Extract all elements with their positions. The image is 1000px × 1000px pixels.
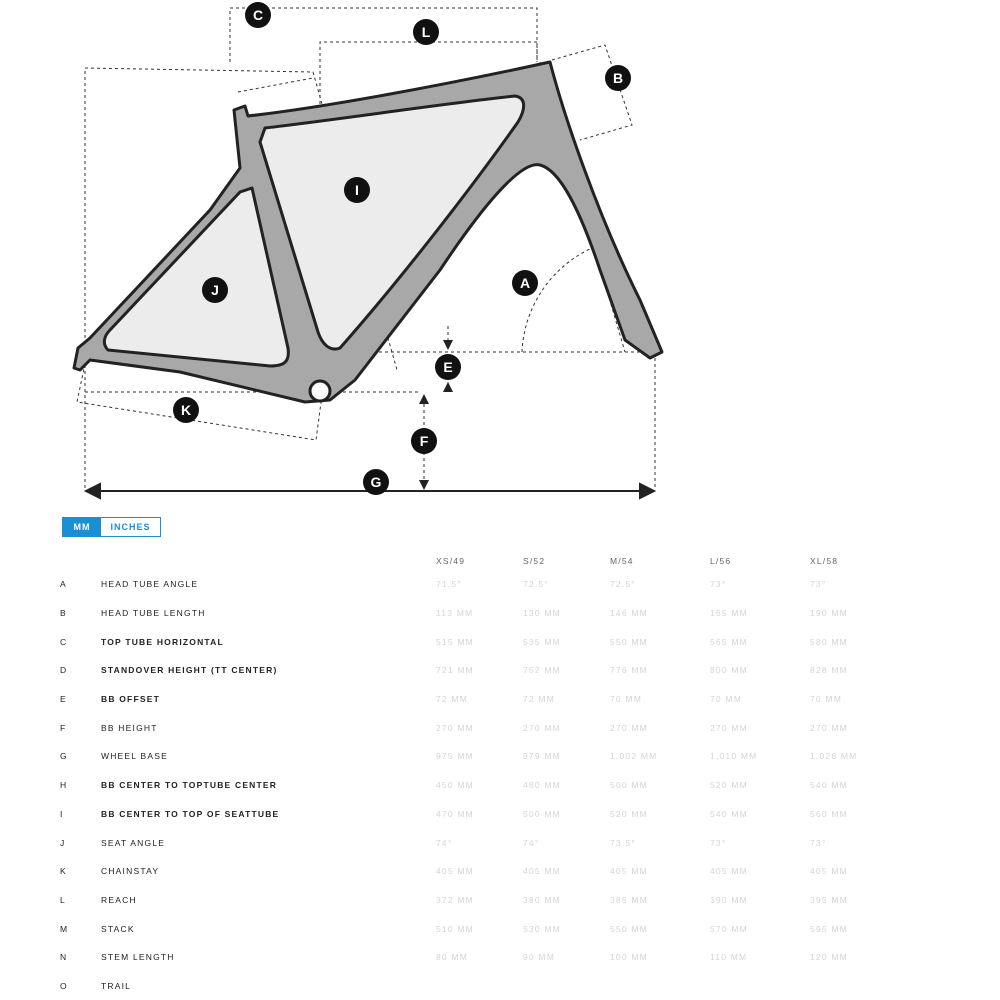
marker-f xyxy=(411,428,437,454)
row-value: 270 MM xyxy=(436,722,474,733)
marker-c xyxy=(245,2,271,28)
row-key: M xyxy=(60,923,69,934)
row-value: 190 MM xyxy=(810,608,848,619)
row-key: H xyxy=(60,780,68,791)
row-value: 405 MM xyxy=(436,866,474,877)
row-value: 800 MM xyxy=(710,665,748,676)
row-value xyxy=(610,972,710,1000)
row-value: 828 MM xyxy=(810,665,848,676)
row-value: 130 MM xyxy=(523,608,561,619)
row-value: 580 MM xyxy=(810,636,848,647)
row-key: L xyxy=(60,894,66,905)
row-label: WHEEL BASE xyxy=(101,751,168,762)
row-label: STEM LENGTH xyxy=(101,952,175,963)
row-key: F xyxy=(60,722,67,733)
svg-text:L: L xyxy=(421,24,431,40)
row-value: 72.5° xyxy=(610,579,636,590)
row-value: 395 MM xyxy=(810,894,848,905)
row-value: 72 MM xyxy=(523,694,555,705)
row-value: 270 MM xyxy=(610,722,648,733)
row-value: 1,026 MM xyxy=(810,751,858,762)
header-key xyxy=(60,552,101,570)
row-value: 71.5° xyxy=(436,579,462,590)
row-value: 380 MM xyxy=(523,894,561,905)
row-key: K xyxy=(60,866,67,877)
geometry-header-row xyxy=(60,552,897,570)
row-label: TRAIL xyxy=(101,980,132,991)
row-key: G xyxy=(60,751,68,762)
row-value: 73° xyxy=(810,579,827,590)
row-value: 550 MM xyxy=(610,636,648,647)
row-value: 270 MM xyxy=(523,722,561,733)
row-value: 113 MM xyxy=(436,608,474,619)
header-size-l: L/56 xyxy=(710,556,732,566)
row-value: 74° xyxy=(523,837,540,848)
row-label: HEAD TUBE ANGLE xyxy=(101,579,199,590)
header-size-m: M/54 xyxy=(610,556,634,566)
unit-toggle xyxy=(62,517,161,537)
row-value: 1,010 MM xyxy=(710,751,758,762)
header-size-xl: XL/58 xyxy=(810,556,839,566)
row-value: 405 MM xyxy=(523,866,561,877)
table-row xyxy=(60,800,897,829)
table-row xyxy=(60,886,897,915)
row-key: N xyxy=(60,952,68,963)
row-value: 73° xyxy=(710,837,727,848)
row-value xyxy=(436,972,523,1000)
row-value: 405 MM xyxy=(610,866,648,877)
svg-text:G: G xyxy=(370,474,382,490)
row-value: 390 MM xyxy=(710,894,748,905)
svg-text:K: K xyxy=(180,402,192,418)
row-value: 270 MM xyxy=(810,722,848,733)
marker-l xyxy=(413,19,439,45)
row-label: STACK xyxy=(101,923,135,934)
row-label: TOP TUBE HORIZONTAL xyxy=(101,636,224,647)
row-value: 500 MM xyxy=(523,808,561,819)
table-row xyxy=(60,599,897,628)
row-value: 470 MM xyxy=(436,808,474,819)
row-value: 1,002 MM xyxy=(610,751,658,762)
header-size-xs: XS/49 xyxy=(436,556,466,566)
row-value: 73.5° xyxy=(610,837,636,848)
marker-i xyxy=(344,177,370,203)
row-label: BB OFFSET xyxy=(101,694,160,705)
row-value: 565 MM xyxy=(710,636,748,647)
row-value: 70 MM xyxy=(810,694,842,705)
row-value: 480 MM xyxy=(523,780,561,791)
table-row xyxy=(60,828,897,857)
header-size-s: S/52 xyxy=(523,556,546,566)
row-label: BB CENTER TO TOPTUBE CENTER xyxy=(101,780,278,791)
row-key: J xyxy=(60,837,66,848)
row-value: 550 MM xyxy=(610,923,648,934)
row-value: 975 MM xyxy=(436,751,474,762)
row-label: SEAT ANGLE xyxy=(101,837,166,848)
marker-j xyxy=(202,277,228,303)
row-value: 595 MM xyxy=(810,923,848,934)
row-value: 165 MM xyxy=(710,608,748,619)
unit-mm-button[interactable]: MM xyxy=(63,518,101,536)
row-value xyxy=(523,972,610,1000)
row-value: 73° xyxy=(710,579,727,590)
table-row xyxy=(60,771,897,800)
row-label: HEAD TUBE LENGTH xyxy=(101,608,206,619)
unit-inches-button[interactable]: INCHES xyxy=(101,518,160,536)
row-value: 73° xyxy=(810,837,827,848)
row-value: 560 MM xyxy=(810,808,848,819)
table-row xyxy=(60,570,897,599)
svg-text:I: I xyxy=(355,182,359,198)
row-value: 510 MM xyxy=(436,923,474,934)
row-value: 120 MM xyxy=(810,952,848,963)
row-label: CHAINSTAY xyxy=(101,866,160,877)
row-value: 752 MM xyxy=(523,665,561,676)
table-row xyxy=(60,857,897,886)
row-value: 70 MM xyxy=(610,694,642,705)
row-value: 979 MM xyxy=(523,751,561,762)
row-value: 385 MM xyxy=(610,894,648,905)
marker-e xyxy=(435,354,461,380)
marker-k xyxy=(173,397,199,423)
table-row xyxy=(60,627,897,656)
table-row xyxy=(60,943,897,972)
row-value: 270 MM xyxy=(710,722,748,733)
row-key: O xyxy=(60,980,68,991)
row-value: 110 MM xyxy=(710,952,748,963)
row-value: 500 MM xyxy=(610,780,648,791)
row-value: 520 MM xyxy=(610,808,648,819)
row-value: 72.5° xyxy=(523,579,549,590)
geometry-table xyxy=(60,552,897,1000)
row-value xyxy=(710,972,810,1000)
svg-text:A: A xyxy=(519,275,531,291)
row-value xyxy=(810,972,897,1000)
svg-text:J: J xyxy=(211,282,219,298)
row-value: 520 MM xyxy=(710,780,748,791)
row-key: E xyxy=(60,694,67,705)
row-value: 515 MM xyxy=(436,636,474,647)
row-label: STANDOVER HEIGHT (TT CENTER) xyxy=(101,665,278,676)
row-value: 540 MM xyxy=(810,780,848,791)
marker-a xyxy=(512,270,538,296)
svg-text:E: E xyxy=(443,359,453,375)
row-value: 405 MM xyxy=(710,866,748,877)
row-value: 372 MM xyxy=(436,894,474,905)
row-value: 776 MM xyxy=(610,665,648,676)
table-row xyxy=(60,713,897,742)
row-value: 100 MM xyxy=(610,952,648,963)
row-key: B xyxy=(60,608,67,619)
row-value: 74° xyxy=(436,837,453,848)
row-label: REACH xyxy=(101,894,137,905)
table-row xyxy=(60,972,897,1000)
table-row xyxy=(60,685,897,714)
row-value: 80 MM xyxy=(436,952,468,963)
row-key: D xyxy=(60,665,68,676)
table-row xyxy=(60,656,897,685)
row-value: 405 MM xyxy=(810,866,848,877)
row-value: 70 MM xyxy=(710,694,742,705)
table-row xyxy=(60,742,897,771)
row-value: 530 MM xyxy=(523,923,561,934)
row-value: 450 MM xyxy=(436,780,474,791)
row-value: 72 MM xyxy=(436,694,468,705)
svg-text:C: C xyxy=(252,7,264,23)
row-key: A xyxy=(60,579,67,590)
row-label: BB CENTER TO TOP OF SEATTUBE xyxy=(101,808,280,819)
row-value: 540 MM xyxy=(710,808,748,819)
row-value: 721 MM xyxy=(436,665,474,676)
row-value: 570 MM xyxy=(710,923,748,934)
svg-text:F: F xyxy=(419,433,429,449)
row-key: I xyxy=(60,808,64,819)
row-value: 90 MM xyxy=(523,952,555,963)
row-value: 146 MM xyxy=(610,608,648,619)
svg-text:B: B xyxy=(612,70,624,86)
header-label xyxy=(101,552,436,570)
marker-g xyxy=(363,469,389,495)
table-row xyxy=(60,914,897,943)
marker-b xyxy=(605,65,631,91)
row-key: C xyxy=(60,636,68,647)
row-value: 535 MM xyxy=(523,636,561,647)
row-label: BB HEIGHT xyxy=(101,722,158,733)
